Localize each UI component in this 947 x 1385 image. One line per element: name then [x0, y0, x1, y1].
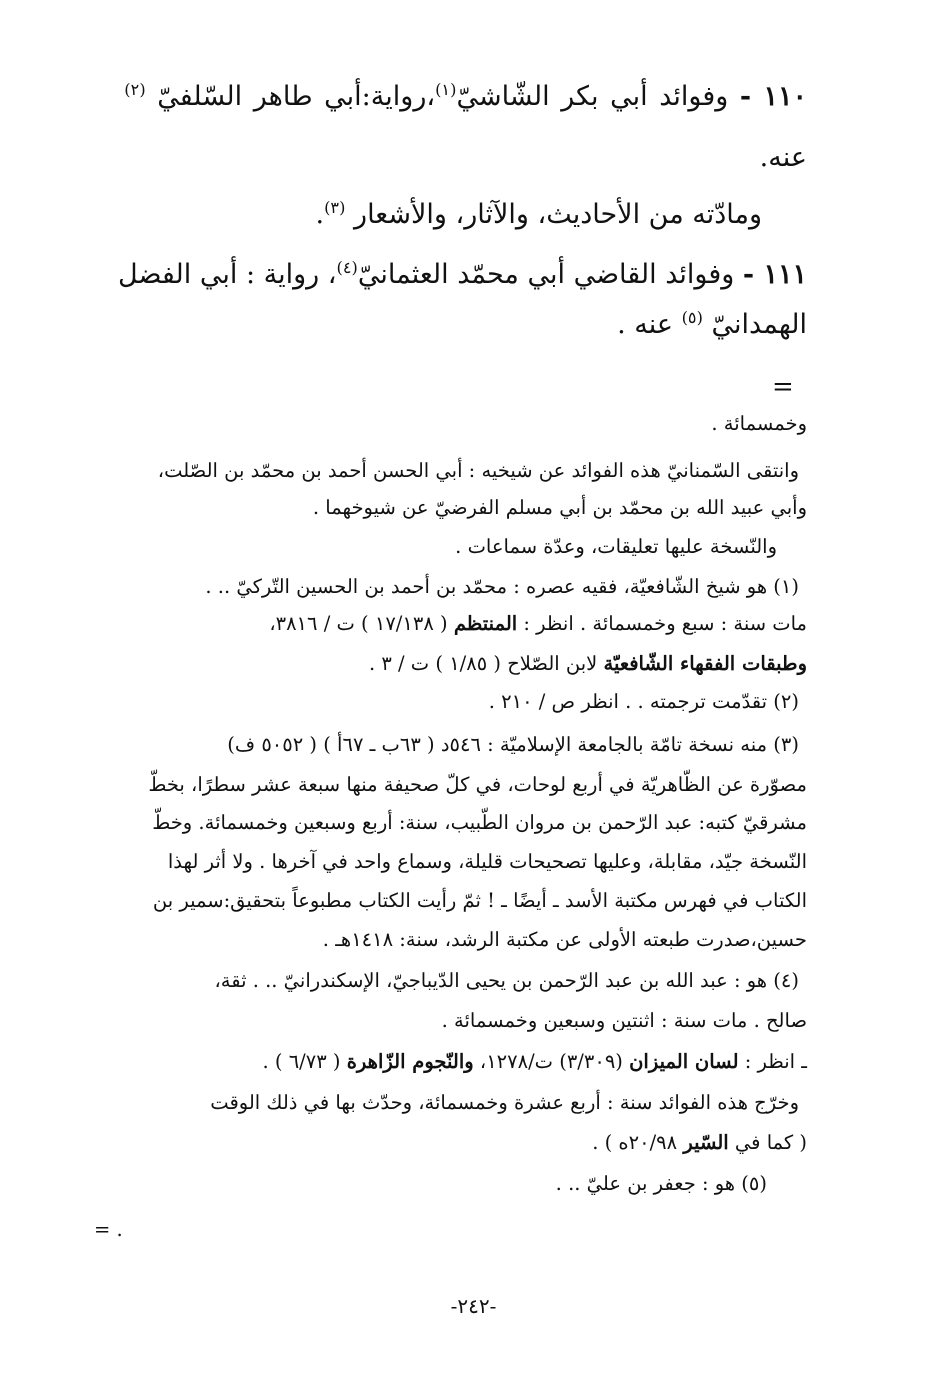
footnote-line: (١) هو شيخ الشّافعيّة، فقيه عصره : محمّد بن أحمد بن الحسين التّركيّ .. .	[205, 575, 799, 598]
entry-text: ،رواية:أبي طاهر السّلفيّ	[157, 81, 436, 112]
page-number: -٢٤٢-	[450, 1294, 497, 1318]
entry-110-continuation: عنه.	[759, 142, 807, 173]
footnote-line: النّسخة جيّد، مقابلة، وعليها تصحيحات قليلة، وسماع واحد في آخرها . ولا أثر لهذا	[167, 850, 807, 873]
entry-text: عنه .	[617, 309, 673, 340]
content-text: ومادّته من الأحاديث، والآثار، والأشعار	[354, 199, 762, 230]
footnote-line: وخمسمائة .	[711, 412, 807, 435]
entry-text: وفوائد أبي بكر الشّاشيّ	[456, 81, 729, 112]
entry-number: ١١٠ -	[739, 81, 807, 112]
footnote-text: مات سنة : سبع وخمسمائة . انظر :	[523, 612, 807, 635]
footnote-line: وانتقى السّمنانيّ هذه الفوائد عن شيخيه : أبي الحسن أحمد بن محمّد بن الصّلت،	[157, 459, 799, 482]
footnote-line: مصوّرة عن الظّاهريّة في أربع لوحات، في كلّ صحيفة منها سبعة عشر سطرًا، بخطّ	[148, 773, 807, 796]
footnote-ref: (٢)	[124, 80, 146, 99]
footnote-ref: (٥)	[681, 308, 703, 327]
footnote-text: ـ انظر :	[744, 1050, 807, 1073]
entry-text: الهمدانيّ	[711, 309, 807, 340]
entry-110-line	[124, 80, 807, 112]
content-line: ومادّته من الأحاديث، والآثار، والأشعار $^{(٣)}$.	[315, 198, 762, 230]
footnote-line: (٤) هو : عبد الله بن عبد الرّحمن بن يحيى الدّيباجيّ، الإسكندرانيّ .. . ثقة،	[214, 969, 799, 992]
book-title: وطبقات الفقهاء الشّافعيّة	[603, 652, 807, 675]
footnote-text: ٢٠/٩٨ه ) .	[592, 1131, 678, 1154]
footnote-line	[262, 1050, 807, 1073]
footnote-line: (٣) منه نسخة تامّة بالجامعة الإسلاميّة : ٥٤٦د ( ٦٣ب ـ ٦٧أ ) ( ٥٠٥٢ ف)	[227, 733, 799, 756]
footnote-line: (٢) تقدّمت ترجمته . . انظر ص / ٢١٠ .	[488, 690, 799, 713]
footnote-line: والنّسخة عليها تعليقات، وعدّة سماعات .	[455, 535, 777, 558]
footnote-text: ( ١٧/١٣٨ ) ت / ٣٨١٦،	[269, 612, 448, 635]
footnote-line: (٥) هو : جعفر بن عليّ .. .	[555, 1172, 767, 1195]
footnote-text: ( كما في	[734, 1131, 807, 1154]
footnote-line: الكتاب في فهرس مكتبة الأسد ـ أيضًا ـ ! ثمّ رأيت الكتاب مطبوعاً بتحقيق:سمير بن	[152, 889, 807, 912]
footnote-line	[369, 652, 807, 675]
footnote-line	[269, 612, 807, 635]
footnote-line: حسين،صدرت طبعته الأولى عن مكتبة الرشد، سنة: ١٤١٨هـ .	[322, 928, 807, 951]
footnote-line: وأبي عبيد الله بن محمّد بن أبي مسلم الفرضيّ عن شيوخهما .	[312, 496, 807, 519]
book-title: لسان الميزان	[629, 1050, 739, 1073]
book-title: السّير	[683, 1131, 729, 1154]
footnote-line: مشرقيّ كتبه: عبد الرّحمن بن مروان الطّبيب، سنة: أربع وسبعين وخمسمائة. وخطّ	[152, 811, 807, 834]
entry-111-line	[118, 258, 807, 290]
footnote-ref: (١)	[435, 80, 457, 99]
footnote-text: لابن الصّلاح ( ١/٨٥ ) ت / ٣ .	[368, 652, 598, 675]
footnote-line	[592, 1131, 807, 1154]
footnote-ref: (٣)	[324, 198, 346, 217]
footnote-ref: (٤)	[336, 258, 358, 277]
footnote-text: (٣/٣٠٩) ت/١٢٧٨،	[479, 1050, 623, 1073]
footnote-line: صالح . مات سنة : اثنتين وسبعين وخمسمائة .	[441, 1009, 807, 1032]
book-title: والنّجوم الزّاهرة	[346, 1050, 474, 1073]
entry-text: وفوائد القاضي أبي محمّد العثمانيّ	[357, 259, 735, 290]
entry-text: ، رواية : أبي الفضل	[118, 259, 337, 290]
footnote-text: ( ٦/٧٣ ) .	[262, 1050, 341, 1073]
footnote-separator-mark: =	[772, 372, 794, 402]
book-title: المنتظم	[453, 612, 518, 635]
continuation-mark: = .	[94, 1218, 123, 1241]
entry-111-continuation	[617, 308, 807, 340]
footnote-line: وخرّج هذه الفوائد سنة : أربع عشرة وخمسمائة، وحدّث بها في ذلك الوقت	[210, 1091, 799, 1114]
entry-number: ١١١ -	[742, 259, 807, 290]
